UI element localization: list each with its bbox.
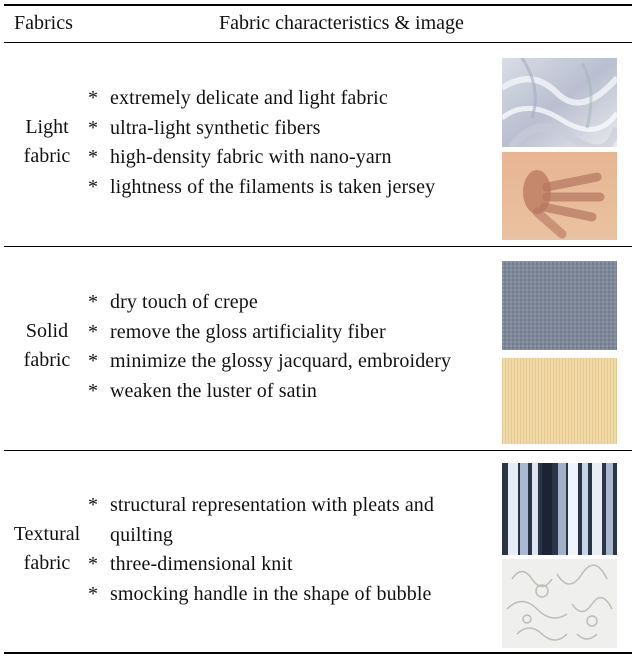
list-item: * structural representation with pleats and bbox=[88, 494, 434, 516]
category-light bbox=[6, 113, 88, 171]
list-item: * three-dimensional knit bbox=[88, 553, 293, 575]
category-label-line2: fabric bbox=[23, 552, 71, 574]
characteristics-list-textural bbox=[88, 491, 496, 609]
row-divider bbox=[4, 246, 632, 247]
list-item: * ultra-light synthetic fibers bbox=[88, 116, 321, 139]
list-item: * high-density fabric with nano-yarn bbox=[88, 146, 392, 168]
header-bottom-rule bbox=[4, 42, 632, 43]
row-divider bbox=[4, 450, 632, 451]
characteristics-list-solid bbox=[88, 288, 496, 406]
list-item-continuation: quilting bbox=[110, 523, 174, 546]
list-item: * weaken the luster of satin bbox=[88, 379, 317, 402]
table-top-rule bbox=[4, 4, 632, 6]
list-item: * extremely delicate and light fabric bbox=[88, 87, 388, 109]
category-textural bbox=[6, 520, 88, 578]
category-label-line1: Solid bbox=[25, 320, 69, 342]
list-item: * lightness of the filaments is taken jersey bbox=[88, 175, 436, 198]
header-fabrics: Fabrics bbox=[14, 12, 73, 34]
list-item: * minimize the glossy jacquard, embroidery bbox=[88, 350, 452, 372]
table-bottom-rule bbox=[4, 652, 632, 654]
category-label-line2: fabric bbox=[23, 145, 71, 167]
sheer-organza-image bbox=[502, 58, 617, 147]
beige-satin-image bbox=[502, 358, 617, 444]
hand-under-fabric-image bbox=[502, 152, 617, 240]
white-embroidered-image bbox=[502, 559, 617, 648]
list-item: * smocking handle in the shape of bubble bbox=[88, 582, 432, 605]
grey-crepe-image bbox=[502, 261, 617, 350]
category-solid bbox=[6, 317, 88, 375]
pleated-knit-image bbox=[502, 463, 617, 555]
header-characteristics: Fabric characteristics & image bbox=[219, 12, 464, 34]
list-item: * remove the gloss artificiality fiber bbox=[88, 320, 386, 343]
list-item: * dry touch of crepe bbox=[88, 291, 258, 313]
category-label-line2: fabric bbox=[23, 349, 71, 371]
category-label-line1: Light bbox=[25, 116, 69, 138]
category-label-line1: Textural bbox=[13, 523, 81, 545]
characteristics-list-light bbox=[88, 84, 496, 202]
